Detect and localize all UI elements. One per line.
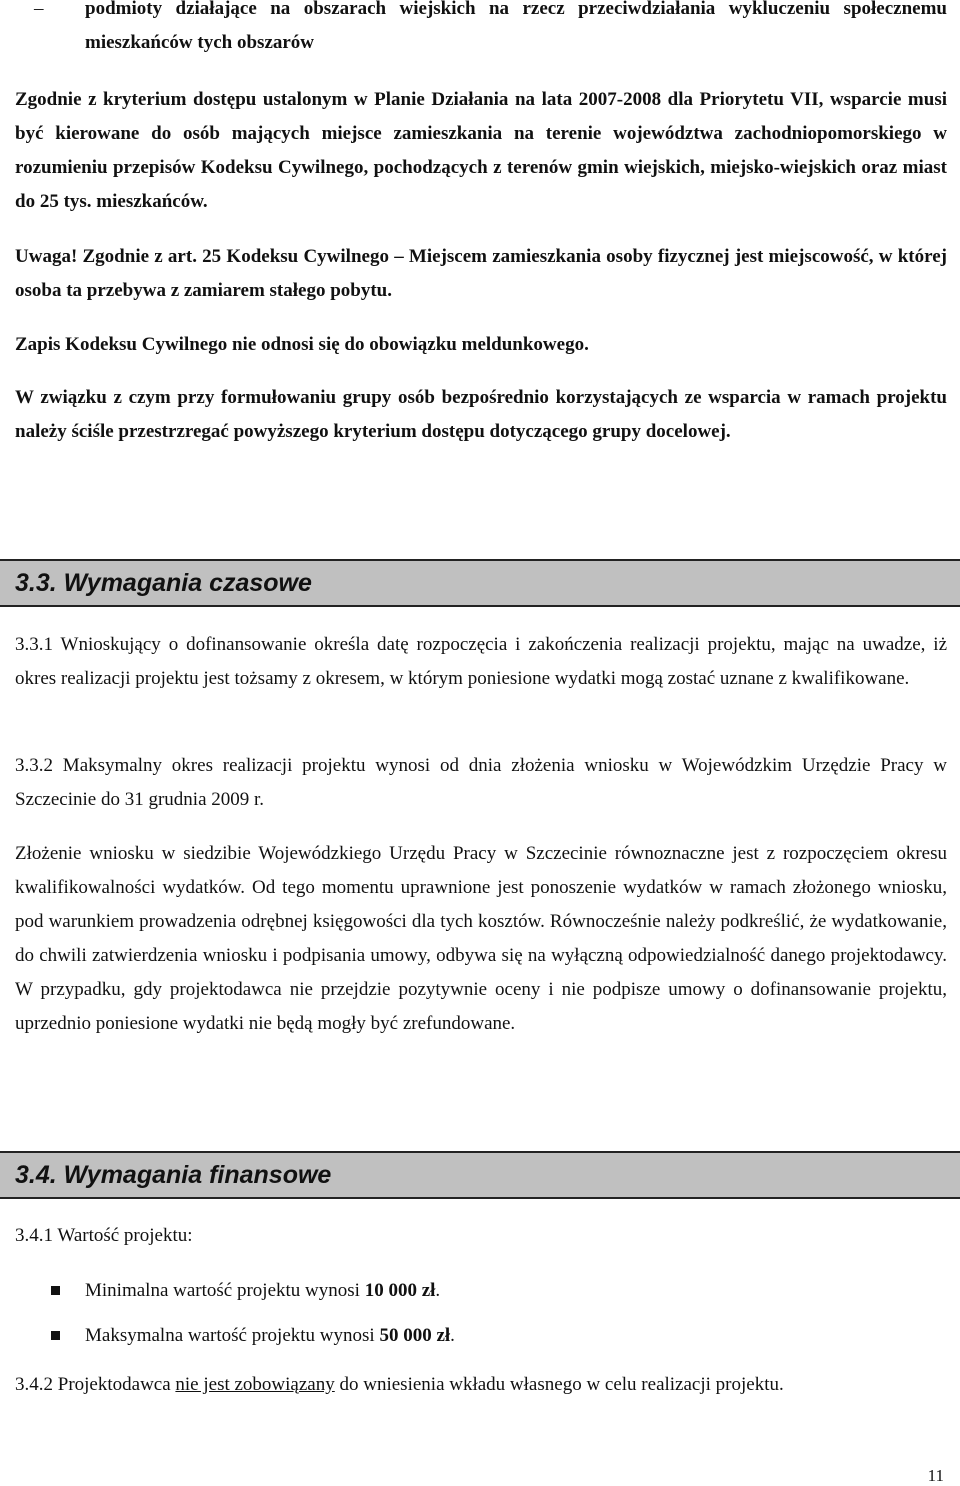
square-bullet-icon: [51, 1331, 60, 1340]
square-bullet-icon: [51, 1286, 60, 1295]
section-heading-3-3: 3.3. Wymagania czasowe: [0, 559, 960, 607]
paragraph-eligibility: Złożenie wniosku w siedzibie Wojewódzkiego Urzędu Pracy w Szczecinie równoznaczne jest z rozpoczęciem okresu kwalifikowalności wydatków. Od tego momentu uprawnione jest ponoszenie wydatków w ramach złożonego wniosku, pod warunkiem prowadzenia odrębnej księgowości dla tych kosztów. Równocześnie należy podkreślić, że wydatkowanie, do chwili zatwierdzenia wniosku i podpisania umowy, odbywa się na wyłączną odpowiedzialność danego projektodawcy. W przypadku, gdy projektodawca nie przejdzie pozytywnie oceny i nie podpisze umowy o dofinansowanie projektu, uprzednio poniesione wydatki nie będą mogły być zrefundowane.: [15, 843, 947, 1034]
paragraph-uwaga: Uwaga! Zgodnie z art. 25 Kodeksu Cywilnego – Miejscem zamieszkania osoby fizycznej jest miejscowość, w której osoba ta przebywa z zamiarem stałego pobytu.: [15, 246, 947, 301]
list-item-text: [15, 1276, 947, 1306]
list-item-min-value: [15, 1276, 947, 1306]
list-item-max-value: [15, 1321, 947, 1351]
list-item-text: [15, 1321, 947, 1351]
paragraph-suffix: do wniesienia wkładu własnego w celu realizacji projektu.: [334, 1374, 784, 1395]
item-suffix: .: [435, 1280, 441, 1301]
paragraph-prefix: 3.4.2 Projektodawca: [15, 1374, 176, 1395]
list-item-text: podmioty działające na obszarach wiejskich na rzecz przeciwdziałania wykluczeniu społecznemu mieszkańców tych obszarów: [85, 0, 947, 53]
paragraph-civil-code-note: Zapis Kodeksu Cywilnego nie odnosi się do obowiązku meldunkowego.: [15, 334, 589, 355]
underlined-phrase: nie jest zobowiązany: [175, 1374, 335, 1395]
page-number: 11: [927, 1466, 944, 1485]
list-item-rural-entities: [15, 0, 947, 60]
paragraph-3-3-2: 3.3.2 Maksymalny okres realizacji projektu wynosi od dnia złożenia wniosku w Wojewódzkim Urzędzie Pracy w Szczecinie do 31 grudnia 2009 r.: [15, 755, 947, 810]
section-heading-3-4: 3.4. Wymagania finansowe: [0, 1151, 960, 1199]
item-label: Maksymalna wartość projektu wynosi: [85, 1325, 380, 1346]
paragraph-3-3-1: 3.3.1 Wnioskujący o dofinansowanie określa datę rozpoczęcia i zakończenia realizacji projektu, mając na uwadze, iż okres realizacji projektu jest tożsamy z okresem, w którym poniesione wydatki mogą zostać uznane z kwalifikowane.: [15, 634, 947, 689]
item-suffix: .: [450, 1325, 455, 1346]
item-amount: 10 000 zł: [364, 1280, 436, 1301]
item-label: Minimalna wartość projektu wynosi: [85, 1280, 365, 1301]
paragraph-3-4-2: [15, 1368, 947, 1402]
paragraph-target-group: W związku z czym przy formułowaniu grupy osób bezpośrednio korzystających ze wsparcia w ramach projektu należy ściśle przestrzregać powyższego kryterium dostępu dotyczącego grupy docelowej.: [15, 387, 947, 442]
dash-bullet: –: [34, 0, 44, 19]
paragraph-3-4-1: 3.4.1 Wartość projektu:: [15, 1225, 193, 1246]
paragraph-access-criteria: Zgodnie z kryterium dostępu ustalonym w Planie Działania na lata 2007-2008 dla Priorytetu VII, wsparcie musi być kierowane do osób mających miejsce zamieszkania na terenie województwa zachodniopomorskiego w rozumieniu przepisów Kodeksu Cywilnego, pochodzących z terenów gmin wiejskich, miejsko-wiejskich oraz miast do 25 tys. mieszkańców.: [15, 89, 947, 212]
item-amount: 50 000 zł: [379, 1325, 451, 1346]
